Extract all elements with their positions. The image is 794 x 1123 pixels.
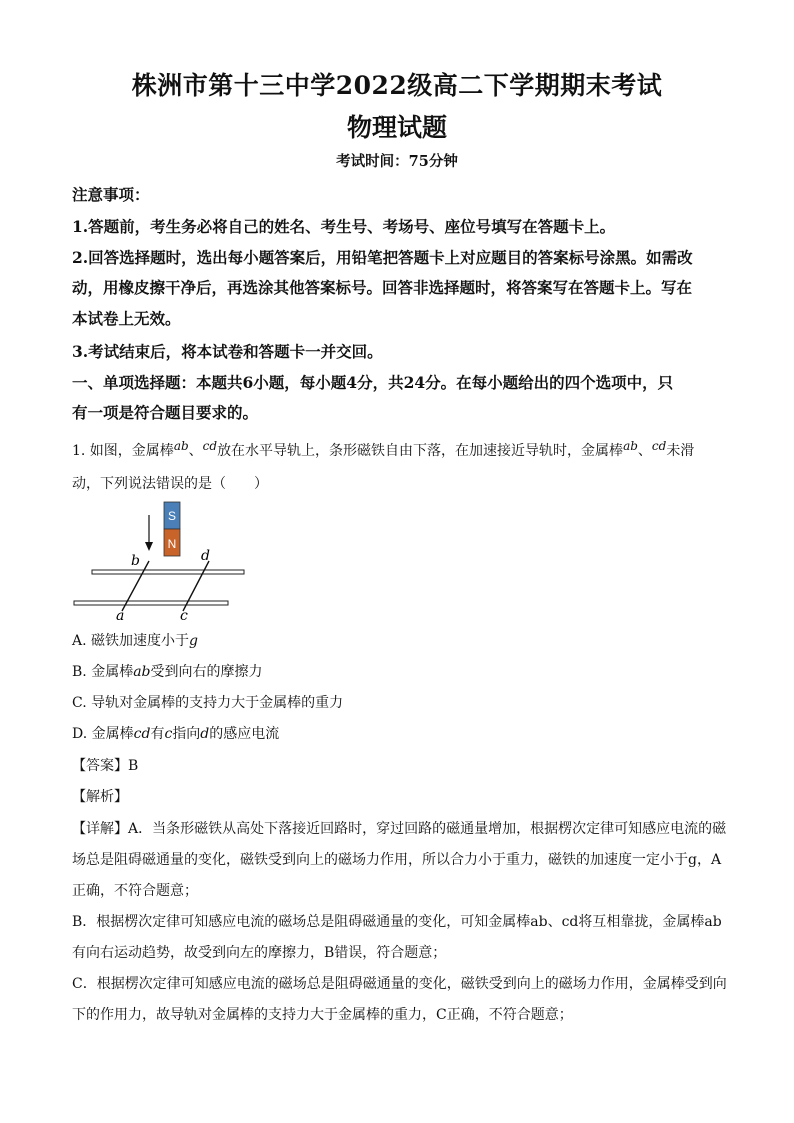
upper-rail — [92, 570, 244, 574]
analysis-tag: 【解析】 — [72, 789, 128, 805]
rod-ab-label: ab — [173, 439, 189, 453]
detail-line-4: B．根据楞次定律可知感应电流的磁场总是阻碍磁通量的变化，可知金属棒ab、cd将互相靠拢，金属棒ab — [72, 914, 722, 930]
exam-time: 考试时间：75分钟 — [336, 153, 458, 170]
rod-cd-label: cd — [202, 439, 218, 453]
option-a — [72, 630, 722, 650]
detail-line-5: 有向右运动趋势，故受到向左的摩擦力，B错误，符合题意； — [72, 945, 447, 961]
notice-item-2-line-3: 本试卷上无效。 — [72, 309, 181, 328]
section-heading-line-2: 有一项是符合题目要求的。 — [72, 403, 259, 422]
notice-item-1: 1.答题前，考生务必将自己的姓名、考生号、考场号、座位号填写在答题卡上。 — [72, 217, 616, 236]
subject-title: 物理试题 — [346, 113, 447, 142]
detail-line-1 — [72, 818, 727, 838]
label-a: a — [116, 608, 125, 624]
notice-item-2-line-2: 动，用橡皮擦干净后，再选涂其他答案标号。回答非选择题时，将答案写在答题卡上。写在 — [72, 278, 693, 297]
label-b: b — [131, 553, 140, 569]
notice-item-2-line-1: 2.回答选择题时，选出每小题答案后，用铅笔把答题卡上对应题目的答案标号涂黑。如需改 — [72, 248, 693, 267]
detail-line-6: C．根据楞次定律可知感应电流的磁场总是阻碍磁通量的变化，磁铁受到向上的磁场力作用，金属棒受到向 — [72, 976, 727, 992]
option-d-cd: cd — [133, 726, 151, 742]
detail-line-3: 正确，不符合题意； — [72, 883, 198, 899]
option-d-c: c — [164, 726, 173, 742]
option-d-text-3: 指向 — [172, 726, 201, 742]
option-a-g: g — [189, 633, 198, 649]
option-b-text-1: B. 金属棒 — [72, 664, 134, 680]
detail-text-1: A．当条形磁铁从高处下落接近回路时，穿过回路的磁通量增加，根据楞次定律可知感应电流的磁 — [128, 821, 727, 837]
option-c: C. 导轨对金属棒的支持力大于金属棒的重力 — [72, 695, 344, 711]
exam-title: 株洲市第十三中学2022级高二下学期期末考试 — [131, 71, 663, 100]
option-b — [72, 661, 722, 681]
notice-heading: 注意事项： — [72, 185, 150, 204]
option-b-text-2: 受到向右的摩擦力 — [150, 664, 263, 680]
rod-cd-label-2: cd — [651, 439, 667, 453]
question-1-stem-line-2: 动，下列说法错误的是（ ） — [72, 476, 268, 492]
detail-line-7: 下的作用力，故导轨对金属棒的支持力大于金属棒的重力，C正确，不符合题意； — [72, 1007, 573, 1023]
answer-tag: 【答案】 — [72, 758, 128, 774]
separator-2: 、 — [637, 443, 652, 459]
option-d-text-1: D. 金属棒 — [72, 726, 134, 742]
answer-line — [72, 755, 722, 775]
option-d-text-2: 有 — [150, 726, 165, 742]
section-heading-line-1: 一、单项选择题：本题共6小题，每小题4分，共24分。在每小题给出的四个选项中，只 — [72, 373, 674, 392]
stem-text-1: 1. 如图，金属棒 — [72, 443, 174, 459]
stem-text-2: 放在水平导轨上，条形磁铁自由下落，在加速接近导轨时，金属棒 — [217, 443, 624, 459]
separator: 、 — [188, 443, 203, 459]
stem-text-3: 未滑 — [666, 443, 695, 459]
option-d-d: d — [200, 726, 210, 742]
arrow-head — [145, 542, 153, 551]
magnet-n-label: N — [167, 537, 177, 551]
detail-line-2: 场总是阻碍磁通量的变化，磁铁受到向上的磁场力作用，所以合力小于重力，磁铁的加速度一定小于g，A — [72, 852, 722, 868]
rod-ab-label-2: ab — [623, 439, 638, 453]
answer-value: B — [128, 758, 139, 774]
option-d-text-4: 的感应电流 — [209, 726, 280, 742]
option-a-text: A. 磁铁加速度小于 — [72, 633, 190, 649]
option-b-ab: ab — [133, 664, 151, 680]
label-d: d — [201, 548, 210, 564]
magnet-s-label: S — [167, 509, 177, 523]
notice-item-3: 3.考试结束后，将本试卷和答题卡一并交回。 — [72, 342, 383, 361]
detail-tag: 【详解】 — [72, 821, 128, 837]
option-d — [72, 723, 722, 743]
lower-rail — [74, 601, 228, 605]
label-c: c — [180, 608, 188, 624]
